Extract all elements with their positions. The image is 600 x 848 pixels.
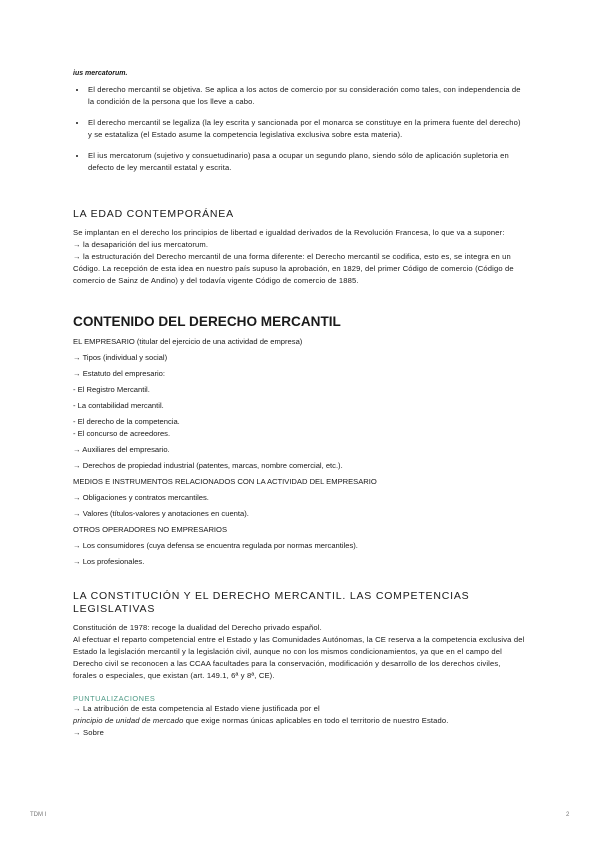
intro-term: ius mercatorum. (73, 70, 128, 77)
subheading-empresario: EL EMPRESARIO (titular del ejercicio de una actividad de empresa) (73, 337, 303, 346)
principle-rest: que exige normas únicas aplicables en todo el territorio de nuestro Estado. (183, 716, 449, 725)
paragraph: → Sobre (73, 728, 105, 737)
paragraph: - La contabilidad mercantil. (73, 401, 164, 410)
paragraph: - El concurso de acreedores. (73, 429, 171, 438)
footer-left: TDM I (30, 812, 47, 818)
paragraph: Se implantan en el derecho los principios de libertad e igualdad derivados de la Revolución Francesa, lo que va a suponer: (73, 228, 505, 237)
document-page (73, 70, 525, 739)
contenido-body (73, 336, 525, 568)
paragraph: → la estructuración del Derecho mercantil de una forma diferente: el Derecho mercantil se codifica, esto es, se integra en un Código. La recepción de esta idea en nuestro país supuso la aprobación, en 1829, del primer Código de comercio (Código de comercio de Sainz de Andino) y del todavía vigente Código de comercio de 1885. (73, 252, 514, 285)
paragraph: → Valores (títulos-valores y anotaciones en cuenta). (73, 509, 249, 518)
paragraph (73, 715, 525, 727)
section-heading-constitucion: LA CONSTITUCIÓN Y EL DERECHO MERCANTIL. LAS COMPETENCIAS LEGISLATIVAS (73, 590, 470, 615)
edad-body (73, 227, 525, 287)
section-heading-edad: LA EDAD CONTEMPORÁNEA (73, 208, 234, 220)
paragraph: - El derecho de la competencia. (73, 417, 180, 426)
paragraph: Al efectuar el reparto competencial entre el Estado y las Comunidades Autónomas, la CE reserva a la competencia exclusiva del Estado la legislación mercantil y la legislación civil, aunque no con los mismos condicionamientos, ya que en el campo del Derecho civil se reconocen a las CCAA facultades para la conservación, modificación y desarrollo de los derechos civiles, forales o especiales, que existan (art. 149.1, 6ª y 8ª, CE). (73, 635, 525, 680)
puntualizaciones-body (73, 703, 525, 739)
constitucion-body (73, 622, 525, 682)
list-item: • El ius mercatorum (sujetivo y consuetudinario) pasa a ocupar un segundo plano, siendo sólo de aplicación supletoria en defecto de ley mercantil estatal y escrita. (87, 150, 525, 174)
paragraph: → Obligaciones y contratos mercantiles. (73, 493, 209, 502)
principle-term: principio de unidad de mercado (73, 716, 184, 725)
page-number: 2 (566, 812, 570, 818)
subheading-otros: OTROS OPERADORES NO EMPRESARIOS (73, 525, 228, 534)
paragraph: → Los profesionales. (73, 557, 145, 566)
list-item: • El derecho mercantil se objetiva. Se aplica a los actos de comercio por su consideración como tales, con independencia de la condición de la persona que los lleve a cabo. (87, 84, 525, 108)
intro-bullet-list (73, 84, 525, 174)
paragraph: → Estatuto del empresario: (73, 369, 166, 378)
list-item: • El derecho mercantil se legaliza (la ley escrita y sancionada por el monarca se constituye en la primera fuente del derecho) y se estataliza (el Estado asume la competencia legislativa exclusiva sobre esta materia). (87, 117, 525, 141)
paragraph: - El Registro Mercantil. (73, 385, 150, 394)
paragraph: → La atribución de esta competencia al Estado viene justificada por el (73, 704, 320, 713)
paragraph: Constitución de 1978: recoge la dualidad del Derecho privado español. (73, 623, 322, 632)
paragraph: → Tipos (individual y social) (73, 353, 168, 362)
section-heading-contenido: CONTENIDO DEL DERECHO MERCANTIL (73, 314, 341, 329)
paragraph: → Derechos de propiedad industrial (patentes, marcas, nombre comercial, etc.). (73, 461, 343, 470)
paragraph: → la desaparición del ius mercatorum. (73, 240, 209, 249)
paragraph: → Los consumidores (cuya defensa se encuentra regulada por normas mercantiles). (73, 541, 358, 550)
paragraph: → Auxiliares del empresario. (73, 445, 170, 454)
puntualizaciones-heading: PUNTUALIZACIONES (73, 694, 156, 703)
subheading-medios: MEDIOS E INSTRUMENTOS RELACIONADOS CON LA ACTIVIDAD DEL EMPRESARIO (73, 477, 377, 486)
